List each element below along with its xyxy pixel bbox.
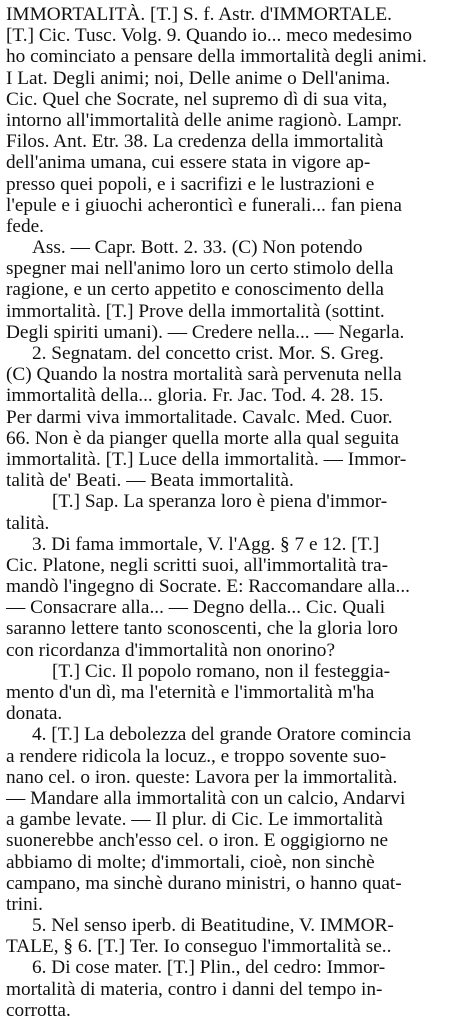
text-line: intorno all'immortalità delle anime ragionò. Lampr. — [6, 109, 402, 131]
text-line: [T.] Cic. Tusc. Volg. 9. Quando io... meco medesimo — [6, 25, 412, 47]
text-line: a gambe levate. — Il plur. di Cic. Le immortalità — [6, 809, 383, 831]
text-line: 6. Di cose mater. [T.] Plin., del cedro: Immor- — [32, 957, 386, 979]
text-line: Filos. Ant. Etr. 38. La credenza della immortalità — [6, 131, 384, 153]
text-line: mortalità di materia, contro i danni del tempo in- — [6, 978, 383, 1000]
text-line: donata. — [6, 703, 63, 725]
text-line: mento d'un dì, ma l'eternità e l'immortalità m'ha — [6, 682, 375, 703]
text-line: 5. Nel senso iperb. di Beatitudine, V. IMMOR- — [32, 915, 394, 937]
text-line: fede. — [6, 215, 44, 237]
text-line: Cic. Quel che Socrate, nel supremo dì di sua vita, — [6, 88, 388, 110]
text-line: 4. [T.] La debolezza del grande Oratore comincia — [32, 724, 412, 746]
text-line: nano cel. o iron. queste: Lavora per la immortalità. — [6, 766, 398, 788]
text-line: 3. Di fama immortale, V. l'Agg. § 7 e 12. [T.] — [32, 533, 380, 555]
text-line: suonerebbe anch'esso cel. o iron. E oggigiorno ne — [6, 830, 389, 852]
text-line: immortalità della... gloria. Fr. Jac. Tod. 4. 28. 15. — [6, 385, 384, 407]
text-line: — Mandare alla immortalità con un calcio, Andarvi — [6, 787, 406, 809]
text-line: I Lat. Degli animi; noi, Delle anime o Dell'anima. — [6, 67, 391, 89]
text-line: saranno lettere tanto sconoscenti, che la gloria loro — [6, 618, 398, 640]
text-line: Cic. Platone, negli scritti suoi, all'immortalità tra- — [6, 554, 389, 576]
text-line: dell'anima umana, cui essere stata in vigore ap- — [6, 152, 371, 174]
text-line: talità. — [6, 512, 50, 534]
text-line: Per darmi viva immortalitade. Cavalc. Med. Cuor. — [6, 406, 393, 428]
text-line: spegner mai nell'animo loro un certo stimolo della — [6, 258, 394, 280]
text-line: immortalità. [T.] Prove della immortalità (sottint. — [6, 300, 385, 322]
text-line: Ass. — Capr. Bott. 2. 33. (C) Non potendo — [32, 237, 363, 259]
entry-immortalita — [6, 4, 464, 1021]
text-line: (C) Quando la nostra mortalità sarà pervenuta nella — [6, 364, 402, 386]
text-line: 2. Segnatam. del concetto crist. Mor. S. Greg. — [32, 343, 384, 364]
text-line: Degli spiriti umani). — Credere nella... — Negarla. — [6, 321, 405, 343]
text-line: [T.] Sap. La speranza loro è piena d'immor- — [52, 491, 388, 513]
text-line: IMMORTALITÀ. [T.] S. f. Astr. d'IMMORTALE. — [6, 4, 392, 25]
text-line: corrotta. — [6, 999, 71, 1021]
text-line: TALE, § 6. [T.] Ter. Io conseguo l'immortalità se.. — [6, 936, 392, 958]
text-line: [T.] Cic. Il popolo romano, non il festeggia- — [52, 660, 391, 682]
text-line: ho cominciato a pensare della immortalità degli animi. — [6, 46, 427, 68]
text-line: con ricordanza d'immortalità non onorino? — [6, 639, 336, 661]
text-line: 66. Non è da pianger quella morte alla qual seguita — [6, 427, 399, 449]
text-line: immortalità. [T.] Luce della immortalità. — Immor- — [6, 448, 407, 470]
text-line: l'epule e i giuochi acheronticì e funerali... fan piena — [6, 194, 402, 216]
text-line: a rendere ridicola la locuz., e troppo sovente suo- — [6, 745, 387, 767]
text-line: abbiamo di molte; d'immortali, cioè, non sinchè — [6, 851, 375, 873]
text-line: trini. — [6, 893, 43, 915]
text-line: mandò l'ingegno di Socrate. E: Raccomandare alla... — [6, 576, 410, 598]
text-line: campano, ma sinchè durano ministri, o hanno quat- — [6, 872, 402, 894]
text-line: talità de' Beati. — Beata immortalità. — [6, 470, 294, 492]
text-line: ragione, e un certo appetito e conoscimento della — [6, 279, 384, 301]
text-line: — Consacrare alla... — Degno della... Cic. Quali — [6, 597, 386, 619]
text-line: presso quei popoli, e i sacrifizi e le lustrazioni e — [6, 173, 375, 195]
